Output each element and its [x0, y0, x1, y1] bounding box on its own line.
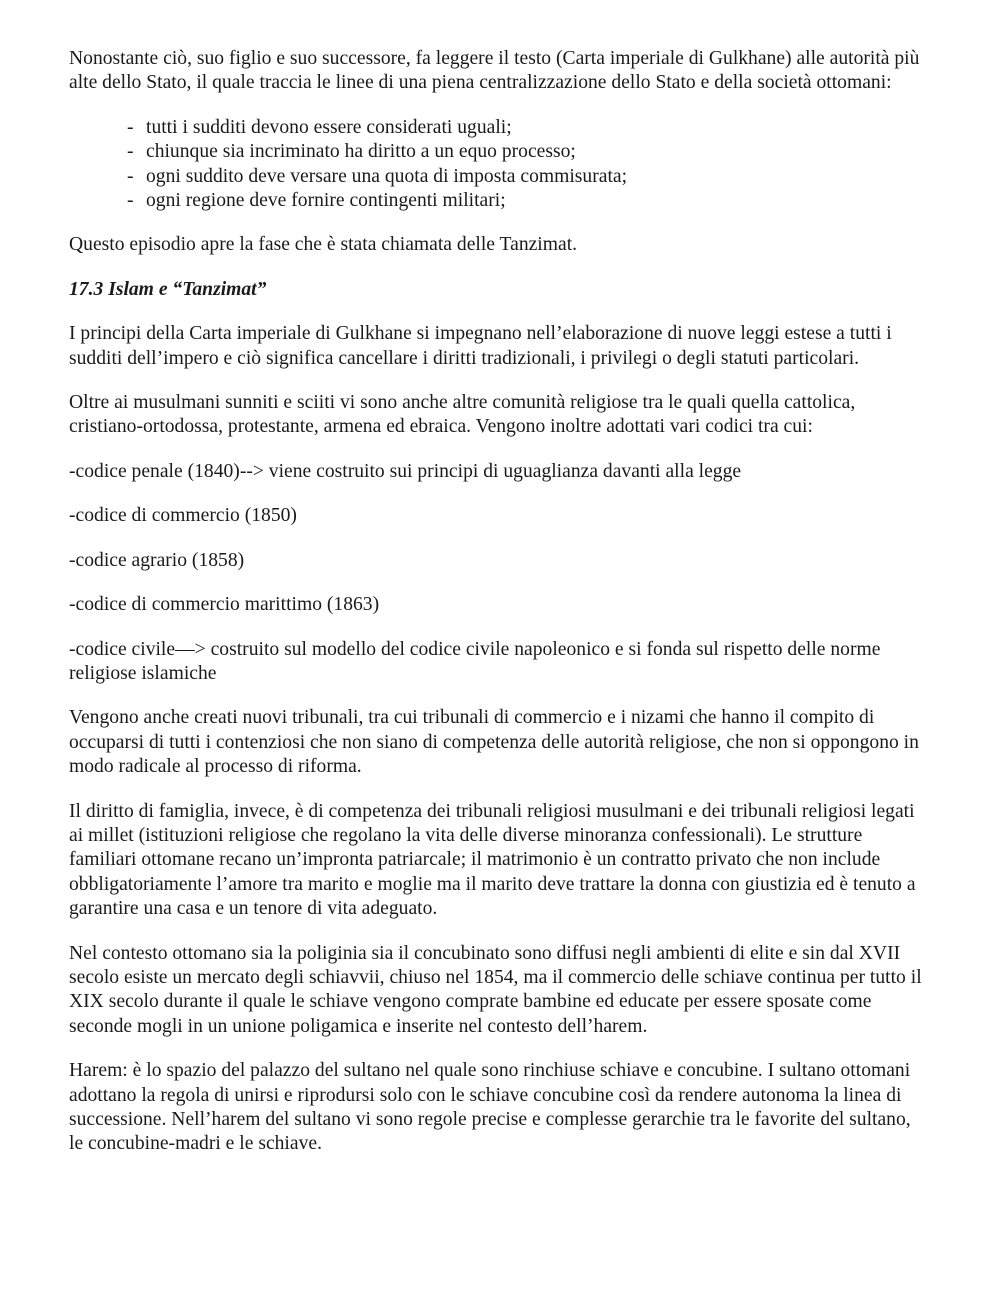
list-dash: - [127, 165, 134, 187]
intro-paragraph: Nonostante ciò, suo figlio e suo successore, fa leggere il testo (Carta imperiale di Gulkhane) alle autorità più alte dello Stato, il quale traccia le linee di una piena centralizzazione dello Stato e della società ottomani: [69, 48, 920, 94]
list-item [127, 116, 929, 140]
list-dash: - [127, 190, 134, 212]
list-item-text: ogni regione deve fornire contingenti militari; [146, 190, 506, 212]
code-item: -codice civile—> costruito sul modello del codice civile napoleonico e si fonda sul rispetto delle norme religiose islamiche [69, 638, 881, 684]
body-paragraph: Oltre ai musulmani sunniti e sciiti vi sono anche altre comunità religiose tra le quali quella cattolica, cristiano-ortodossa, protestante, armena ed ebraica. Vengono inoltre adottati vari codici tra cui: [69, 392, 856, 438]
body-paragraph: Nel contesto ottomano sia la poliginia sia il concubinato sono diffusi negli ambienti di elite e sin dal XVII secolo esiste un mercato degli schiavvii, chiuso nel 1854, ma il commercio delle schiave continua per tutto il XIX secolo durante il quale le schiave vengono comprate bambine ed educate per essere sposate come seconde mogli in un unione poligamica e inserite nel contesto dell’harem. [69, 942, 922, 1037]
body-paragraph: Harem: è lo spazio del palazzo del sultano nel quale sono rinchiuse schiave e concubine. I sultano ottomani adottano la regola di unirsi e riprodursi solo con le schiave concubine così da rendere autonoma la linea di successione. Nell’harem del sultano vi sono regole precise e complesse gerarchie tra le favorite del sultano, le concubine-madri e le schiave. [69, 1060, 911, 1155]
list-dash: - [127, 116, 134, 138]
section-heading: 17.3 Islam e “Tanzimat” [69, 278, 267, 300]
code-item: -codice penale (1840)--> viene costruito sui principi di uguaglianza davanti alla legge [69, 460, 742, 482]
list-item-text: tutti i sudditi devono essere considerati uguali; [146, 116, 512, 138]
list-dash: - [127, 141, 134, 163]
code-item: -codice di commercio marittimo (1863) [69, 594, 380, 616]
list-item-text: chiunque sia incriminato ha diritto a un equo processo; [146, 141, 576, 163]
document-page [69, 47, 929, 1177]
rights-list [127, 116, 929, 214]
body-paragraph: Vengono anche creati nuovi tribunali, tra cui tribunali di commercio e i nizami che hanno il compito di occuparsi di tutti i contenziosi che non siano di competenza delle autorità religiose, che non si oppongono in modo radicale al processo di riforma. [69, 707, 919, 778]
code-item: -codice agrario (1858) [69, 549, 245, 571]
tanzimat-paragraph: Questo episodio apre la fase che è stata chiamata delle Tanzimat. [69, 234, 578, 256]
list-item-text: ogni suddito deve versare una quota di imposta commisurata; [146, 165, 628, 187]
list-item [127, 165, 929, 189]
list-item [127, 189, 929, 213]
list-item [127, 140, 929, 164]
body-paragraph: I principi della Carta imperiale di Gulkhane si impegnano nell’elaborazione di nuove leggi estese a tutti i sudditi dell’impero e ciò significa cancellare i diritti tradizionali, i privilegi o degli statuti particolari. [69, 323, 892, 369]
body-paragraph: Il diritto di famiglia, invece, è di competenza dei tribunali religiosi musulmani e dei tribunali religiosi legati ai millet (istituzioni religiose che regolano la vita delle diverse minoranza confessionali). Le strutture familiari ottomane recano un’impronta patriarcale; il matrimonio è un contratto privato che non include obbligatoriamente l’amore tra marito e moglie ma il marito deve trattare la donna con giustizia ed è tenuto a garantire una casa e un tenore di vita adeguato. [69, 800, 916, 920]
code-item: -codice di commercio (1850) [69, 505, 297, 527]
